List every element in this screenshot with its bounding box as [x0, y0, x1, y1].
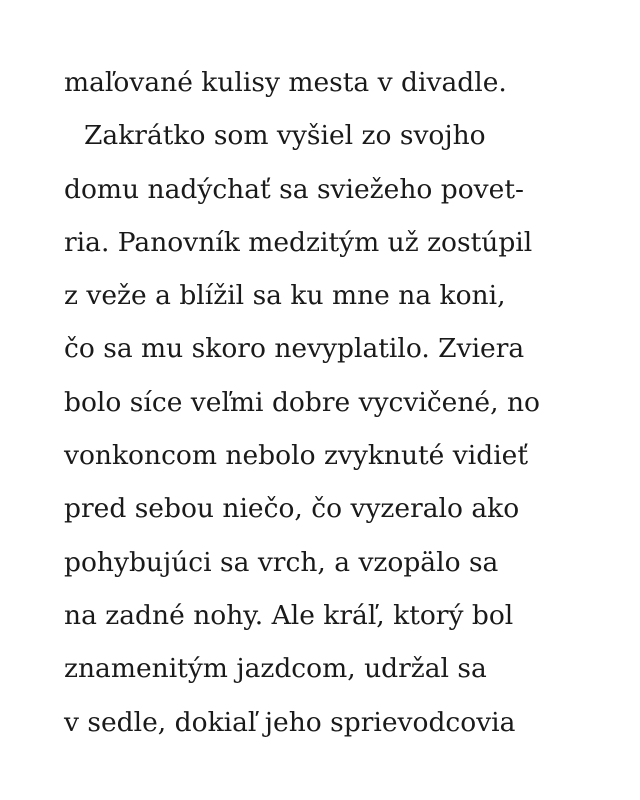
text-line: čo sa mu skoro nevyplatilo. Zviera — [64, 333, 525, 365]
text-line: domu nadýchať sa sviežeho povet- — [64, 173, 524, 205]
body-text — [64, 56, 584, 749]
text-line: maľované kulisy mesta v divadle. — [64, 67, 507, 98]
text-line: na zadné nohy. Ale kráľ, ktorý bol — [64, 599, 514, 631]
text-line: bolo síce veľmi dobre vycvičené, no — [64, 386, 540, 418]
text-line: znamenitým jazdcom, udržal sa — [64, 653, 487, 685]
text-line: z veže a blížil sa ku mne na koni, — [64, 280, 506, 312]
text-line: vonkoncom nebolo zvyknuté vidieť — [64, 440, 529, 472]
text-line: Zakrátko som vyšiel zo svojho — [84, 120, 486, 152]
text-line: pohybujúci sa vrch, a vzopälo sa — [64, 546, 499, 578]
text-line: v sedle, dokiaľ jeho sprievodcovia — [64, 706, 516, 738]
text-line: pred sebou niečo, čo vyzeralo ako — [64, 493, 520, 525]
text-line: ria. Panovník medzitým už zostúpil — [64, 226, 533, 258]
